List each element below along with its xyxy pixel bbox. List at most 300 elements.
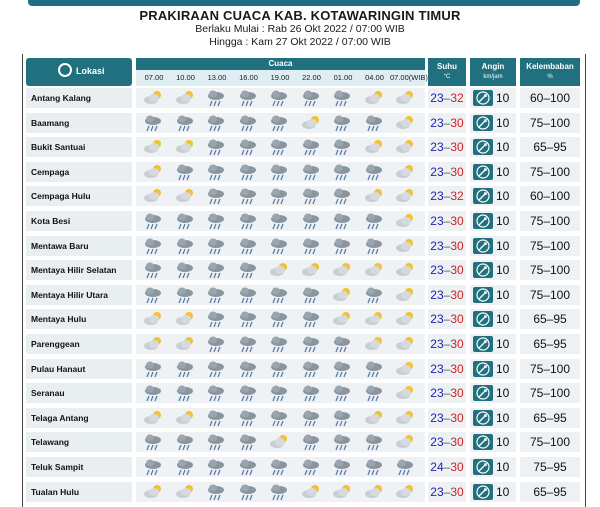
partly-cloudy-icon: [363, 310, 385, 328]
humidity-range: 65–95: [520, 482, 580, 502]
humidity-range: 75–95: [520, 457, 580, 477]
wind-speed: 10: [496, 410, 510, 425]
wind-cell: [470, 383, 516, 403]
rain-icon: [268, 360, 290, 378]
partly-cloudy-icon: [394, 261, 416, 279]
rain-icon: [394, 458, 416, 476]
humidity-range: 65–95: [520, 309, 580, 329]
rain-icon: [300, 335, 322, 353]
wind-direction-icon: [475, 90, 491, 106]
rain-icon: [205, 286, 227, 304]
rain-icon: [331, 384, 353, 402]
temp-separator: –: [443, 91, 451, 105]
rain-icon: [268, 409, 290, 427]
wind-direction-icon: [475, 115, 491, 131]
partly-cloudy-icon: [142, 310, 164, 328]
time-label: 07.00(WIB): [390, 73, 428, 82]
partly-cloudy-icon: [363, 187, 385, 205]
partly-cloudy-icon: [174, 187, 196, 205]
rain-icon: [142, 212, 164, 230]
time-label: 07.00: [144, 73, 164, 82]
rain-icon: [174, 261, 196, 279]
temp-min: 23: [430, 263, 444, 278]
wind-direction-icon: [475, 139, 491, 155]
rain-icon: [237, 483, 259, 501]
wind-icon-box: [473, 311, 493, 327]
wind-icon-box: [473, 139, 493, 155]
wind-speed: 10: [496, 238, 510, 253]
header-kelembaban: [520, 58, 580, 86]
temperature-range: [428, 408, 466, 428]
wind-icon-box: [473, 238, 493, 254]
top-accent-bar: [28, 0, 580, 6]
rain-icon: [174, 384, 196, 402]
wind-cell: [470, 88, 516, 108]
wind-icon-box: [473, 434, 493, 450]
time-header-row: [136, 70, 428, 86]
header-suhu-label: Suhu: [437, 62, 457, 71]
rain-icon: [300, 89, 322, 107]
temp-max: 30: [450, 263, 464, 278]
location-name: Cempaga: [26, 162, 132, 182]
rain-icon: [205, 458, 227, 476]
location-name: Telawang: [26, 432, 132, 452]
rain-icon: [300, 163, 322, 181]
temp-separator: –: [443, 484, 451, 499]
wind-speed: 10: [496, 189, 510, 204]
rain-icon: [142, 360, 164, 378]
humidity-range: 75–100: [520, 211, 580, 231]
rain-icon: [237, 458, 259, 476]
wind-icon-box: [473, 287, 493, 303]
wind-cell: [470, 359, 516, 379]
partly-cloudy-icon: [300, 483, 322, 501]
wind-direction-icon: [475, 311, 491, 327]
header-angin-unit: km/jam: [483, 74, 503, 80]
wind-speed: 10: [496, 115, 510, 130]
rain-icon: [268, 335, 290, 353]
temp-min: 23: [430, 140, 444, 155]
location-name: Kota Besi: [26, 211, 132, 231]
rain-icon: [237, 187, 259, 205]
weather-icons: [136, 309, 425, 329]
partly-cloudy-icon: [394, 163, 416, 181]
wind-icon-box: [473, 410, 493, 426]
header-cuaca: [136, 58, 425, 70]
temp-max: 32: [450, 189, 464, 204]
rain-icon: [205, 360, 227, 378]
wind-direction-icon: [475, 213, 491, 229]
rain-icon: [300, 458, 322, 476]
location-name: Pulau Hanaut: [26, 359, 132, 379]
humidity-range: 65–95: [520, 334, 580, 354]
wind-icon-box: [473, 188, 493, 204]
humidity-range: 75–100: [520, 162, 580, 182]
wind-direction-icon: [475, 188, 491, 204]
valid-to: Hingga : Kam 27 Okt 2022 / 07:00 WIB: [209, 36, 391, 48]
time-label: 04.00: [365, 73, 384, 82]
temp-max: 30: [450, 337, 464, 351]
rain-icon: [142, 261, 164, 279]
location-name: Teluk Sampit: [26, 457, 132, 477]
rain-icon: [268, 114, 290, 132]
rain-icon: [205, 261, 227, 279]
temperature-range: [428, 186, 466, 206]
partly-cloudy-icon: [268, 433, 290, 451]
wind-icon-box: [473, 484, 493, 500]
header-suhu-unit: °C: [443, 74, 451, 80]
rain-icon: [205, 310, 227, 328]
temperature-range: [428, 162, 466, 182]
time-label: 01.00: [333, 73, 353, 82]
rain-icon: [142, 433, 164, 451]
rain-icon: [237, 163, 259, 181]
header-cuaca-label: Cuaca: [268, 59, 293, 68]
time-label: 22.00: [302, 73, 321, 82]
location-name: Cempaga Hulu: [26, 186, 132, 206]
rain-icon: [268, 187, 290, 205]
location-name: Tualan Hulu: [26, 482, 132, 502]
partly-cloudy-icon: [331, 261, 353, 279]
title-block: [0, 8, 600, 49]
temp-min: 23: [430, 386, 444, 401]
rain-icon: [237, 310, 259, 328]
temp-max: 30: [450, 435, 464, 450]
rain-icon: [268, 384, 290, 402]
temp-min: 23: [430, 435, 444, 450]
rain-icon: [205, 89, 227, 107]
weather-icons: [136, 359, 425, 379]
rain-icon: [363, 212, 385, 230]
rain-icon: [174, 433, 196, 451]
temperature-range: [428, 457, 466, 477]
weather-icons: [136, 113, 425, 133]
humidity-range: 75–100: [520, 113, 580, 133]
wind-direction-icon: [475, 238, 491, 254]
location-name: Mentawa Baru: [26, 236, 132, 256]
partly-cloudy-icon: [142, 187, 164, 205]
rain-icon: [300, 310, 322, 328]
rain-icon: [331, 114, 353, 132]
partly-cloudy-icon: [363, 138, 385, 156]
wind-speed: 10: [496, 287, 510, 302]
wind-cell: [470, 260, 516, 280]
wind-cell: [470, 236, 516, 256]
temperature-range: [428, 383, 466, 403]
wind-speed: 10: [496, 435, 510, 450]
partly-cloudy-icon: [300, 261, 322, 279]
temp-max: 30: [450, 460, 464, 474]
rain-icon: [142, 458, 164, 476]
temp-min: 23: [430, 361, 444, 376]
temp-max: 30: [450, 410, 464, 425]
rain-icon: [268, 212, 290, 230]
rain-icon: [237, 114, 259, 132]
rain-icon: [174, 163, 196, 181]
partly-cloudy-icon: [142, 138, 164, 156]
weather-icons: [136, 236, 425, 256]
temp-max: 30: [450, 214, 464, 228]
partly-cloudy-icon: [394, 89, 416, 107]
wind-speed: 10: [496, 263, 510, 278]
rain-icon: [300, 286, 322, 304]
rain-icon: [205, 384, 227, 402]
temperature-range: [428, 309, 466, 329]
rain-icon: [300, 384, 322, 402]
temp-separator: –: [443, 189, 451, 204]
time-label: 10.00: [176, 73, 195, 82]
humidity-range: 75–100: [520, 383, 580, 403]
temp-min: 23: [430, 337, 444, 351]
partly-cloudy-icon: [394, 360, 416, 378]
partly-cloudy-icon: [394, 384, 416, 402]
rain-icon: [142, 237, 164, 255]
humidity-range: 60–100: [520, 88, 580, 108]
partly-cloudy-icon: [363, 483, 385, 501]
temp-separator: –: [443, 164, 451, 179]
rain-icon: [331, 335, 353, 353]
weather-icons: [136, 432, 425, 452]
temp-max: 30: [450, 386, 464, 401]
partly-cloudy-icon: [363, 409, 385, 427]
rain-icon: [268, 310, 290, 328]
partly-cloudy-icon: [394, 237, 416, 255]
rain-icon: [205, 163, 227, 181]
temperature-range: [428, 211, 466, 231]
wind-direction-icon: [475, 287, 491, 303]
temperature-range: [428, 334, 466, 354]
temp-min: 23: [430, 91, 444, 105]
rain-icon: [237, 237, 259, 255]
header-lokasi: [26, 58, 132, 86]
temp-separator: –: [443, 214, 451, 228]
wind-direction-icon: [475, 336, 491, 352]
rain-icon: [300, 212, 322, 230]
partly-cloudy-icon: [394, 310, 416, 328]
rain-icon: [331, 163, 353, 181]
partly-cloudy-icon: [363, 89, 385, 107]
rain-icon: [331, 138, 353, 156]
temp-min: 23: [430, 484, 444, 499]
wind-speed: 10: [496, 140, 510, 155]
rain-icon: [363, 114, 385, 132]
partly-cloudy-icon: [394, 286, 416, 304]
temp-max: 30: [450, 312, 464, 327]
partly-cloudy-icon: [394, 409, 416, 427]
rain-icon: [363, 433, 385, 451]
temperature-range: [428, 482, 466, 502]
partly-cloudy-icon: [174, 335, 196, 353]
location-name: Telaga Antang: [26, 408, 132, 428]
wind-speed: 10: [496, 460, 510, 474]
wind-icon-box: [473, 262, 493, 278]
wind-speed: 10: [496, 312, 510, 327]
rain-icon: [237, 261, 259, 279]
wind-icon-box: [473, 336, 493, 352]
rain-icon: [300, 187, 322, 205]
page-title: PRAKIRAAN CUACA KAB. KOTAWARINGIN TIMUR: [139, 8, 461, 23]
rain-icon: [205, 483, 227, 501]
temp-max: 30: [450, 238, 464, 253]
rain-icon: [300, 433, 322, 451]
partly-cloudy-icon: [331, 286, 353, 304]
weather-icons: [136, 334, 425, 354]
temp-separator: –: [443, 361, 451, 376]
temp-min: 23: [430, 164, 444, 179]
weather-icons: [136, 383, 425, 403]
location-name: Bukit Santuai: [26, 137, 132, 157]
rain-icon: [142, 114, 164, 132]
rain-icon: [174, 212, 196, 230]
header-kelembaban-label: Kelembaban: [526, 62, 574, 71]
rain-icon: [268, 458, 290, 476]
partly-cloudy-icon: [331, 483, 353, 501]
weather-icons: [136, 162, 425, 182]
wind-speed: 10: [496, 91, 510, 105]
wind-speed: 10: [496, 484, 510, 499]
temperature-range: [428, 285, 466, 305]
rain-icon: [268, 138, 290, 156]
rain-icon: [237, 360, 259, 378]
wind-direction-icon: [475, 459, 491, 475]
partly-cloudy-icon: [174, 138, 196, 156]
temp-min: 23: [430, 238, 444, 253]
rain-icon: [331, 237, 353, 255]
wind-icon-box: [473, 213, 493, 229]
wind-direction-icon: [475, 410, 491, 426]
rain-icon: [174, 458, 196, 476]
rain-icon: [268, 89, 290, 107]
rain-icon: [363, 360, 385, 378]
header-lokasi-label: Lokasi: [76, 66, 105, 76]
weather-icons: [136, 137, 425, 157]
weather-icons: [136, 260, 425, 280]
rain-icon: [363, 286, 385, 304]
partly-cloudy-icon: [300, 114, 322, 132]
wind-cell: [470, 285, 516, 305]
wind-direction-icon: [475, 164, 491, 180]
wind-icon-box: [473, 90, 493, 106]
time-label: 13.00: [207, 73, 227, 82]
location-name: Baamang: [26, 113, 132, 133]
temp-separator: –: [443, 312, 451, 327]
wind-cell: [470, 162, 516, 182]
temp-max: 30: [450, 361, 464, 376]
partly-cloudy-icon: [142, 335, 164, 353]
partly-cloudy-icon: [394, 483, 416, 501]
rain-icon: [205, 409, 227, 427]
partly-cloudy-icon: [174, 483, 196, 501]
wind-cell: [470, 211, 516, 231]
temp-max: 30: [450, 140, 464, 155]
partly-cloudy-icon: [394, 212, 416, 230]
rain-icon: [331, 433, 353, 451]
weather-icons: [136, 285, 425, 305]
location-name: Parenggean: [26, 334, 132, 354]
temp-min: 23: [430, 410, 444, 425]
temperature-range: [428, 432, 466, 452]
temp-min: 23: [430, 189, 444, 204]
temp-separator: –: [443, 460, 451, 474]
partly-cloudy-icon: [268, 261, 290, 279]
weather-icons: [136, 408, 425, 428]
wind-direction-icon: [475, 385, 491, 401]
humidity-range: 75–100: [520, 432, 580, 452]
wind-icon-box: [473, 459, 493, 475]
header-suhu: [428, 58, 466, 86]
humidity-range: 75–100: [520, 236, 580, 256]
rain-icon: [363, 458, 385, 476]
wind-icon-box: [473, 361, 493, 377]
weather-icons: [136, 211, 425, 231]
header-angin-label: Angin: [481, 62, 505, 71]
temp-max: 30: [450, 287, 464, 302]
weather-icons: [136, 88, 425, 108]
temp-separator: –: [443, 410, 451, 425]
wind-cell: [470, 334, 516, 354]
time-label: 19.00: [270, 73, 290, 82]
wind-direction-icon: [475, 434, 491, 450]
location-name: Mentaya Hilir Selatan: [26, 260, 132, 280]
partly-cloudy-icon: [142, 483, 164, 501]
partly-cloudy-icon: [174, 89, 196, 107]
wind-cell: [470, 186, 516, 206]
wind-cell: [470, 137, 516, 157]
rain-icon: [237, 89, 259, 107]
rain-icon: [237, 138, 259, 156]
rain-icon: [300, 360, 322, 378]
rain-icon: [363, 237, 385, 255]
humidity-range: 65–95: [520, 408, 580, 428]
partly-cloudy-icon: [394, 335, 416, 353]
temp-separator: –: [443, 435, 451, 450]
wind-direction-icon: [475, 361, 491, 377]
weather-icons: [136, 482, 425, 502]
temperature-range: [428, 236, 466, 256]
rain-icon: [237, 433, 259, 451]
partly-cloudy-icon: [142, 89, 164, 107]
location-name: Antang Kalang: [26, 88, 132, 108]
header-angin: [470, 58, 516, 86]
wind-direction-icon: [475, 484, 491, 500]
rain-icon: [331, 409, 353, 427]
rain-icon: [268, 483, 290, 501]
rain-icon: [174, 114, 196, 132]
temperature-range: [428, 260, 466, 280]
rain-icon: [331, 187, 353, 205]
temp-min: 23: [430, 214, 444, 228]
rain-icon: [174, 286, 196, 304]
rain-icon: [174, 237, 196, 255]
partly-cloudy-icon: [174, 409, 196, 427]
rain-icon: [331, 458, 353, 476]
rain-icon: [237, 335, 259, 353]
rain-icon: [363, 384, 385, 402]
rain-icon: [205, 335, 227, 353]
wind-speed: 10: [496, 361, 510, 376]
temp-separator: –: [443, 140, 451, 155]
partly-cloudy-icon: [363, 335, 385, 353]
temperature-range: [428, 113, 466, 133]
rain-icon: [205, 433, 227, 451]
partly-cloudy-icon: [394, 114, 416, 132]
rain-icon: [363, 163, 385, 181]
wind-direction-icon: [475, 262, 491, 278]
temp-max: 30: [450, 115, 464, 130]
rain-icon: [331, 89, 353, 107]
temp-min: 23: [430, 287, 444, 302]
rain-icon: [205, 237, 227, 255]
